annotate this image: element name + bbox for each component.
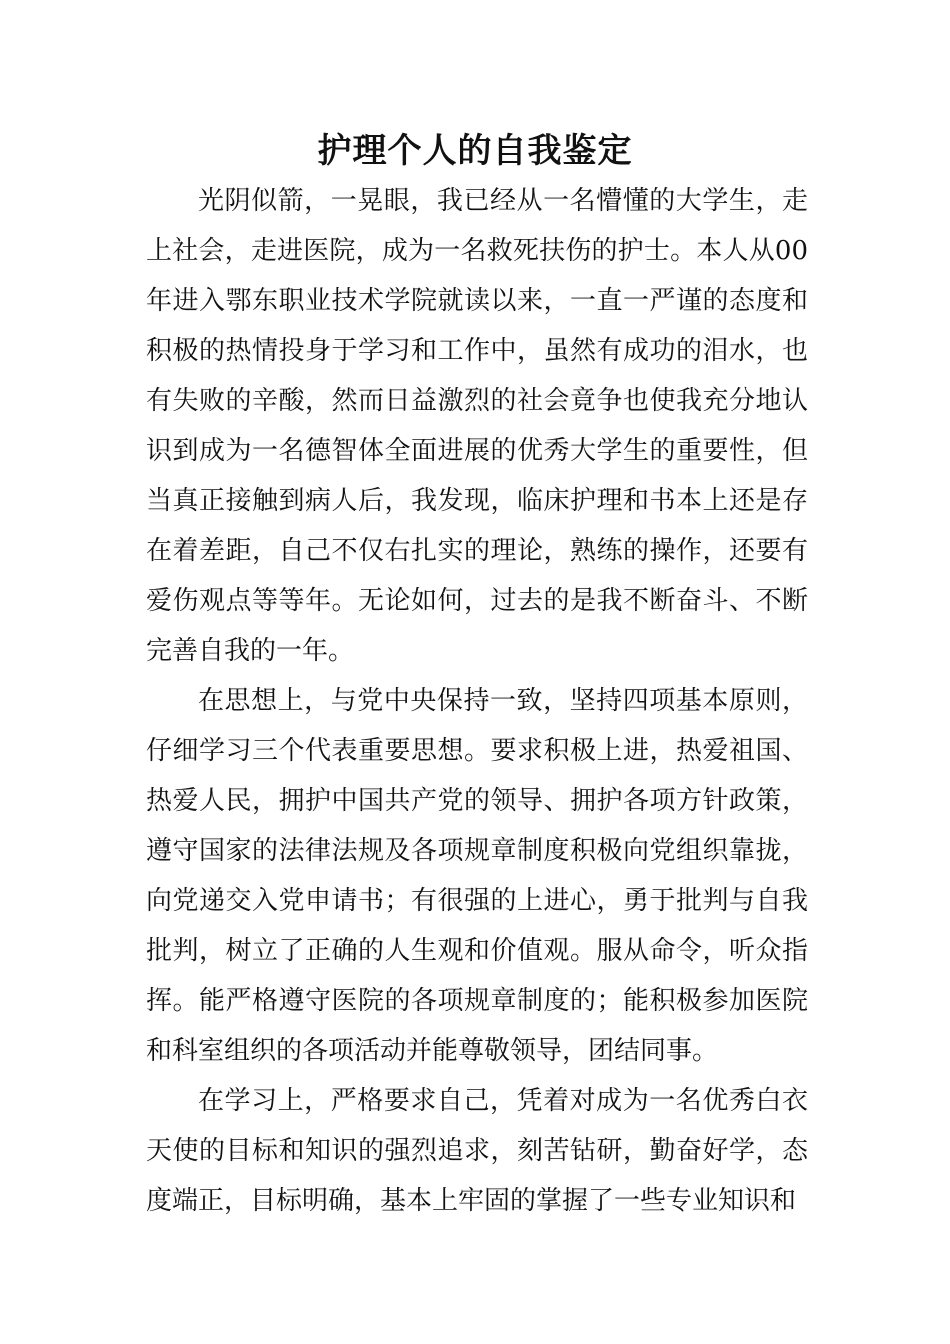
paragraph-ideology: 在思想上，与党中央保持一致，坚持四项基本原则，仔细学习三个代表重要思想。要求积极上进，热爱祖国、热爱人民，拥护中国共产党的领导、拥护各项方针政策，遵守国家的法律法规及各项规章制度积极向党组织靠拢，向党递交入党申请书；有很强的上进心，勇于批判与自我批判，树立了正确的人生观和价值观。服从命令，听众指挥。能严格遵守医院的各项规章制度的；能积极参加医院和科室组织的各项活动并能尊敬领导，团结同事。 <box>146 686 808 1066</box>
paragraph-intro: 光阴似箭，一晃眼，我已经从一名懵懂的大学生，走上社会，走进医院，成为一名救死扶伤的护士。本人从00年进入鄂东职业技术学院就读以来，一直一严谨的态度和积极的热情投身于学习和工作中，虽然有成功的泪水，也有失败的辛酸，然而日益激烈的社会竟争也使我充分地认识到成为一名德智体全面进展的优秀大学生的重要性，但当真正接触到病人后，我发现，临床护理和书本上还是存在着差距，自己不仅右扎实的理论，熟练的操作，还要有爱伤观点等等年。无论如何，过去的是我不断奋斗、不断完善自我的一年。 <box>146 186 808 666</box>
document-title: 护理个人的自我鉴定 <box>317 131 633 171</box>
document-body <box>146 176 808 1226</box>
paragraph-study: 在学习上，严格要求自己，凭着对成为一名优秀白衣天使的目标和知识的强烈追求，刻苦钻研，勤奋好学，态度端正，目标明确，基本上牢固的掌握了一些专业知识和 <box>146 1086 808 1216</box>
